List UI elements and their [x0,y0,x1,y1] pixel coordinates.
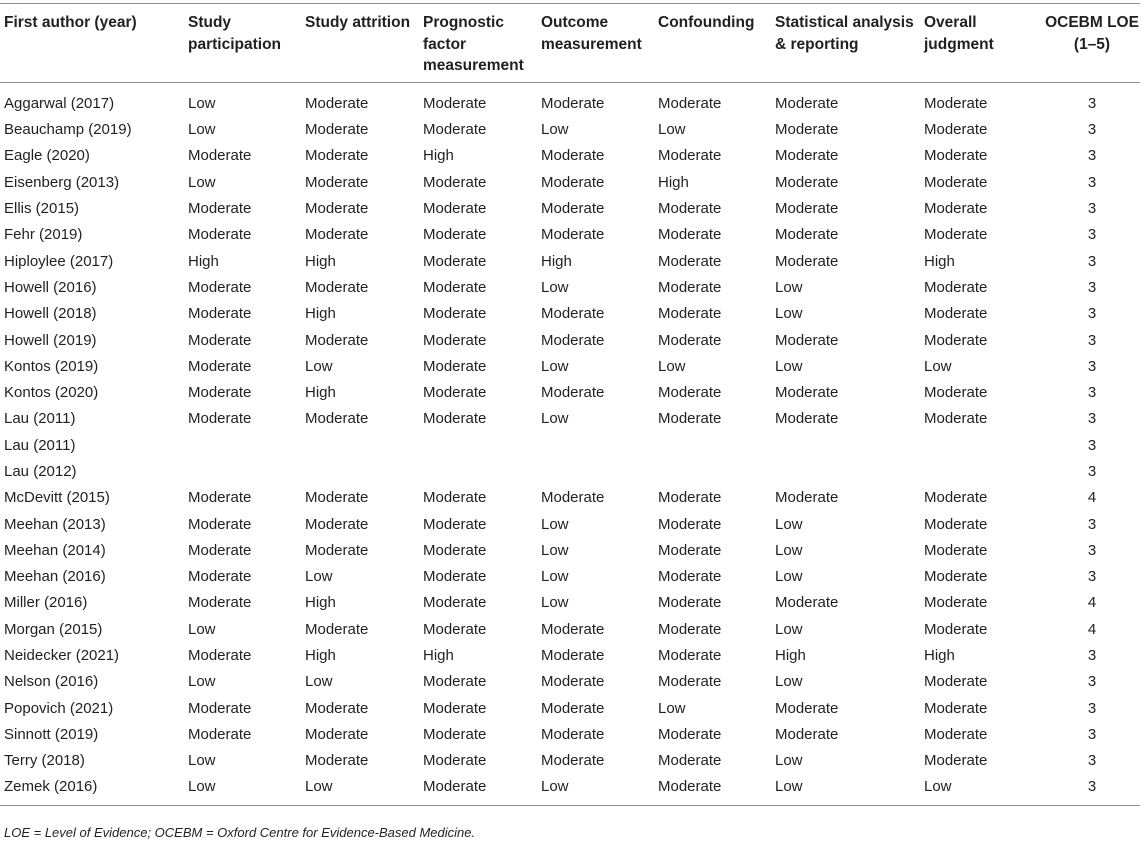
rating-cell: Low [775,305,803,323]
rating-cell: Moderate [188,331,252,349]
rating-cell: Moderate [775,173,839,191]
loe-cell: 3 [1087,331,1097,349]
rating-cell: Moderate [924,752,988,770]
table-row [0,511,1140,537]
rating-cell: Low [775,620,803,638]
rating-cell: Low [775,515,803,533]
loe-cell: 3 [1087,305,1097,323]
author-cell: Beauchamp (2019) [4,121,132,139]
rating-cell: Moderate [423,410,487,428]
rating-cell: Moderate [924,305,988,323]
rating-cell: Moderate [423,226,487,244]
loe-cell: 3 [1087,673,1097,691]
author-cell: Kontos (2019) [4,357,99,375]
rating-cell: Moderate [188,725,252,743]
rating-cell: Moderate [423,95,487,112]
rating-cell [305,459,423,485]
rating-cell: Low [188,752,216,770]
rating-cell: Moderate [423,357,487,375]
loe-cell: 3 [1087,121,1097,139]
loe-cell: 4 [1087,489,1097,507]
table-row [0,564,1140,590]
rating-cell: Moderate [924,173,988,191]
author-cell: Eagle (2020) [4,147,90,165]
loe-cell: 3 [1087,200,1097,218]
table-body [0,83,1140,806]
loe-cell: 3 [1087,173,1097,191]
table-row [0,354,1140,380]
rating-cell: Moderate [188,699,252,717]
rating-cell: Moderate [188,147,252,165]
rating-cell: Low [541,278,569,296]
rating-cell: Moderate [924,699,988,717]
column-header: OCEBM LOE (1–5) [1044,4,1140,83]
loe-cell: 3 [1044,774,1140,806]
rating-cell: Low [541,568,569,586]
rating-cell: Moderate [775,410,839,428]
rating-cell: Moderate [924,673,988,691]
rating-cell: Moderate [658,515,722,533]
loe-cell: 3 [1087,436,1097,454]
rating-cell: Low [188,774,305,806]
rating-cell: Moderate [775,594,839,612]
rating-cell: Moderate [924,331,988,349]
rating-cell: Low [775,541,803,559]
rating-cell: Moderate [188,305,252,323]
rating-cell: Moderate [423,673,487,691]
author-cell: Zemek (2016) [0,774,188,806]
rating-cell: Moderate [541,384,605,402]
rating-cell [188,459,305,485]
loe-cell: 3 [1087,410,1097,428]
table-row [0,248,1140,274]
rating-cell: Moderate [188,541,252,559]
rating-cell: Moderate [658,673,722,691]
author-cell: Sinnott (2019) [4,725,99,743]
rating-cell: Moderate [305,725,369,743]
rating-cell: Moderate [924,541,988,559]
rating-cell: High [775,647,806,665]
rating-cell: Low [775,278,803,296]
rating-cell: Moderate [924,200,988,218]
author-cell: Neidecker (2021) [4,647,120,665]
rating-cell: Moderate [541,331,605,349]
loe-cell: 3 [1087,725,1097,743]
rating-cell: Moderate [305,410,369,428]
table-row [0,327,1140,353]
author-cell: Meehan (2013) [4,515,106,533]
rating-cell: Low [541,121,569,139]
rating-cell: Moderate [188,200,252,218]
rating-cell: Moderate [188,226,252,244]
rating-cell: Moderate [423,541,487,559]
rating-cell: High [188,252,219,270]
rating-cell [924,459,1044,485]
rating-cell: Moderate [423,774,541,806]
rating-cell [658,433,775,459]
author-cell: Howell (2016) [4,278,97,296]
table-row [0,301,1140,327]
rating-cell: Moderate [775,699,839,717]
rating-cell: Moderate [305,489,369,507]
rating-cell: Low [305,568,333,586]
rating-cell: Moderate [423,594,487,612]
rating-cell: Moderate [775,489,839,507]
author-cell: Howell (2018) [4,305,97,323]
rating-cell: High [423,147,454,165]
rating-cell: Moderate [658,541,722,559]
rating-cell: Moderate [188,384,252,402]
rating-cell: Moderate [658,226,722,244]
rating-cell: High [305,384,336,402]
rating-cell: High [305,647,336,665]
rating-cell: Moderate [658,331,722,349]
rating-cell: Low [305,673,333,691]
table-row [0,485,1140,511]
rating-cell: Moderate [924,226,988,244]
rating-cell: High [541,252,572,270]
rating-cell: Moderate [658,594,722,612]
loe-cell: 3 [1087,463,1097,480]
rating-cell: Moderate [188,594,252,612]
table-row [0,722,1140,748]
header-row [0,4,1140,83]
rating-cell: Moderate [541,305,605,323]
table-row [0,433,1140,459]
table-row [0,170,1140,196]
rating-cell: Moderate [188,647,252,665]
rating-cell: Moderate [423,515,487,533]
rating-cell: Moderate [658,725,722,743]
column-header: Statistical analysis & reporting [775,4,924,83]
rating-cell: Low [658,699,686,717]
rating-cell: Moderate [658,147,722,165]
rating-cell: Moderate [775,384,839,402]
rating-cell: Moderate [775,147,839,165]
rating-cell: Moderate [305,752,369,770]
author-cell: Ellis (2015) [4,200,80,218]
table-row [0,222,1140,248]
loe-cell: 3 [1087,515,1097,533]
author-cell: Morgan (2015) [4,620,103,638]
author-cell: Fehr (2019) [4,226,83,244]
rating-cell: Low [775,357,803,375]
rating-cell: Moderate [775,200,839,218]
rating-cell: Moderate [188,568,252,586]
rating-cell: Moderate [924,568,988,586]
rating-cell: Low [541,594,569,612]
rating-cell: Moderate [305,541,369,559]
table-footnote: LOE = Level of Evidence; OCEBM = Oxford Centre for Evidence-Based Medicine. [4,825,476,840]
rating-cell: Moderate [541,226,605,244]
rating-cell: Low [775,774,924,806]
rating-cell: Moderate [423,252,487,270]
rating-cell: Moderate [188,278,252,296]
rating-cell: Moderate [305,620,369,638]
rating-cell [541,459,658,485]
rating-cell: Moderate [541,673,605,691]
loe-cell: 4 [1087,594,1097,612]
rating-cell: High [305,594,336,612]
loe-cell: 3 [1087,95,1097,112]
rating-cell: Moderate [658,410,722,428]
author-cell: Hiploylee (2017) [4,252,114,270]
rating-cell: Low [541,357,569,375]
rating-cell: Moderate [423,278,487,296]
table-row [0,380,1140,406]
table-row [0,748,1140,774]
table-row [0,617,1140,643]
rating-cell: Moderate [775,226,839,244]
rating-cell: Moderate [775,252,839,270]
rating-cell: High [423,647,454,665]
rating-cell: Moderate [305,121,369,139]
rating-cell [658,459,775,485]
loe-cell: 4 [1087,620,1097,638]
rating-cell: Moderate [305,226,369,244]
table-row [0,459,1140,485]
rating-cell: Moderate [658,200,722,218]
author-cell: Aggarwal (2017) [4,95,115,112]
rating-cell: Low [541,410,569,428]
author-cell: Howell (2019) [4,331,97,349]
column-header: First author (year) [0,4,188,83]
author-cell: Terry (2018) [4,752,85,770]
rating-cell: Moderate [305,200,369,218]
table-row [0,643,1140,669]
rating-cell: Moderate [305,699,369,717]
rating-cell: Moderate [541,699,605,717]
rating-cell: Moderate [423,699,487,717]
rating-cell: Low [658,357,686,375]
author-cell: Popovich (2021) [4,699,114,717]
rating-cell: Low [188,121,216,139]
rating-cell: Moderate [924,278,988,296]
rating-cell: High [924,252,955,270]
rating-cell: Moderate [541,95,605,112]
rating-cell [188,433,305,459]
rating-cell: Moderate [305,95,369,112]
rating-cell [924,433,1044,459]
rating-cell: Moderate [924,515,988,533]
loe-cell: 3 [1087,568,1097,586]
loe-cell: 3 [1087,226,1097,244]
table-row [0,196,1140,222]
author-cell: Lau (2012) [4,463,77,480]
rating-cell: Low [188,173,216,191]
table-row [0,406,1140,432]
rating-cell: Moderate [188,357,252,375]
rating-cell: Low [924,774,1044,806]
rating-cell [423,433,541,459]
rating-cell: Low [541,541,569,559]
rating-cell: Moderate [541,725,605,743]
author-cell: Kontos (2020) [4,384,99,402]
rating-cell [305,433,423,459]
rating-cell: Low [188,620,216,638]
rating-cell: Moderate [924,725,988,743]
rating-cell: Moderate [924,95,988,112]
rating-cell: Moderate [188,410,252,428]
table-row [0,774,1140,806]
rating-cell: Moderate [775,725,839,743]
rating-cell: Moderate [541,489,605,507]
rating-cell: Moderate [924,594,988,612]
rating-cell: Moderate [541,620,605,638]
rating-cell: Moderate [423,331,487,349]
table-row [0,590,1140,616]
rating-cell: Moderate [423,384,487,402]
rating-cell: Low [775,568,803,586]
column-header: Prognostic factor measurement [423,4,541,83]
rating-cell: High [924,647,955,665]
loe-cell: 3 [1087,699,1097,717]
rating-cell: Moderate [924,410,988,428]
author-cell: Meehan (2016) [4,568,106,586]
rating-cell: Moderate [924,147,988,165]
rating-cell: Moderate [658,752,722,770]
rating-cell: Low [541,774,658,806]
author-cell: Nelson (2016) [4,673,99,691]
rating-cell: Moderate [423,305,487,323]
rating-cell [423,459,541,485]
rating-cell: Moderate [775,121,839,139]
rating-cell: Low [775,673,803,691]
table-row [0,696,1140,722]
rating-cell: Moderate [188,489,252,507]
rating-cell: Moderate [423,752,487,770]
rating-cell: Moderate [658,384,722,402]
rating-cell: Moderate [658,489,722,507]
column-header: Study attrition [305,4,423,83]
author-cell: Miller (2016) [4,594,88,612]
rating-cell: Moderate [423,173,487,191]
rating-cell: Moderate [541,147,605,165]
column-header: Overall judgment [924,4,1044,83]
rating-cell: Low [775,752,803,770]
rating-cell: High [658,173,689,191]
rating-cell: Moderate [305,147,369,165]
rating-cell: Low [305,774,423,806]
author-cell: Lau (2011) [4,410,76,428]
author-cell: Eisenberg (2013) [4,173,120,191]
table-row [0,538,1140,564]
rating-cell: Moderate [305,278,369,296]
rating-cell: Moderate [423,568,487,586]
loe-cell: 3 [1087,384,1097,402]
rating-cell: Moderate [423,200,487,218]
table-row [0,143,1140,169]
rating-cell: Moderate [658,252,722,270]
rating-cell: Moderate [541,752,605,770]
rating-cell: Moderate [924,620,988,638]
rating-cell: Moderate [924,384,988,402]
rating-cell: Moderate [658,95,722,112]
loe-cell: 3 [1087,357,1097,375]
rating-cell: Low [658,121,686,139]
rating-cell: Low [924,357,952,375]
rating-cell [541,433,658,459]
rating-cell: Moderate [658,278,722,296]
loe-cell: 3 [1087,752,1097,770]
rating-cell: Low [541,515,569,533]
rating-cell: Moderate [423,489,487,507]
rating-cell: Moderate [775,95,839,112]
author-cell: Meehan (2014) [4,541,106,559]
rating-cell [775,433,924,459]
column-header: Outcome measurement [541,4,658,83]
table-row [0,83,1140,118]
rating-cell: High [305,305,336,323]
rating-cell: Moderate [541,173,605,191]
rating-cell: Moderate [924,489,988,507]
rating-cell: High [305,252,336,270]
rating-cell: Moderate [305,331,369,349]
loe-cell: 3 [1087,252,1097,270]
table-row [0,275,1140,301]
rating-cell: Moderate [775,331,839,349]
rating-cell: Moderate [658,647,722,665]
rating-cell [775,459,924,485]
risk-of-bias-table [0,3,1140,806]
rating-cell: Moderate [305,173,369,191]
author-cell: McDevitt (2015) [4,489,110,507]
table-row [0,117,1140,143]
rating-cell: Moderate [423,121,487,139]
loe-cell: 3 [1087,541,1097,559]
loe-cell: 3 [1087,647,1097,665]
rating-cell: Moderate [658,305,722,323]
loe-cell: 3 [1087,278,1097,296]
column-header: Study participation [188,4,305,83]
rating-cell: Moderate [658,568,722,586]
rating-cell: Moderate [305,515,369,533]
rating-cell: Low [188,673,216,691]
rating-cell: Low [305,357,333,375]
table-row [0,669,1140,695]
column-header: Confounding [658,4,775,83]
rating-cell: Moderate [423,725,487,743]
rating-cell: Moderate [924,121,988,139]
rating-cell: Moderate [658,620,722,638]
rating-cell: Moderate [541,200,605,218]
rating-cell: Moderate [423,620,487,638]
rating-cell: Low [188,95,216,112]
rating-cell: Moderate [658,774,775,806]
author-cell: Lau (2011) [4,436,76,454]
loe-cell: 3 [1087,147,1097,165]
rating-cell: Moderate [541,647,605,665]
rating-cell: Moderate [188,515,252,533]
